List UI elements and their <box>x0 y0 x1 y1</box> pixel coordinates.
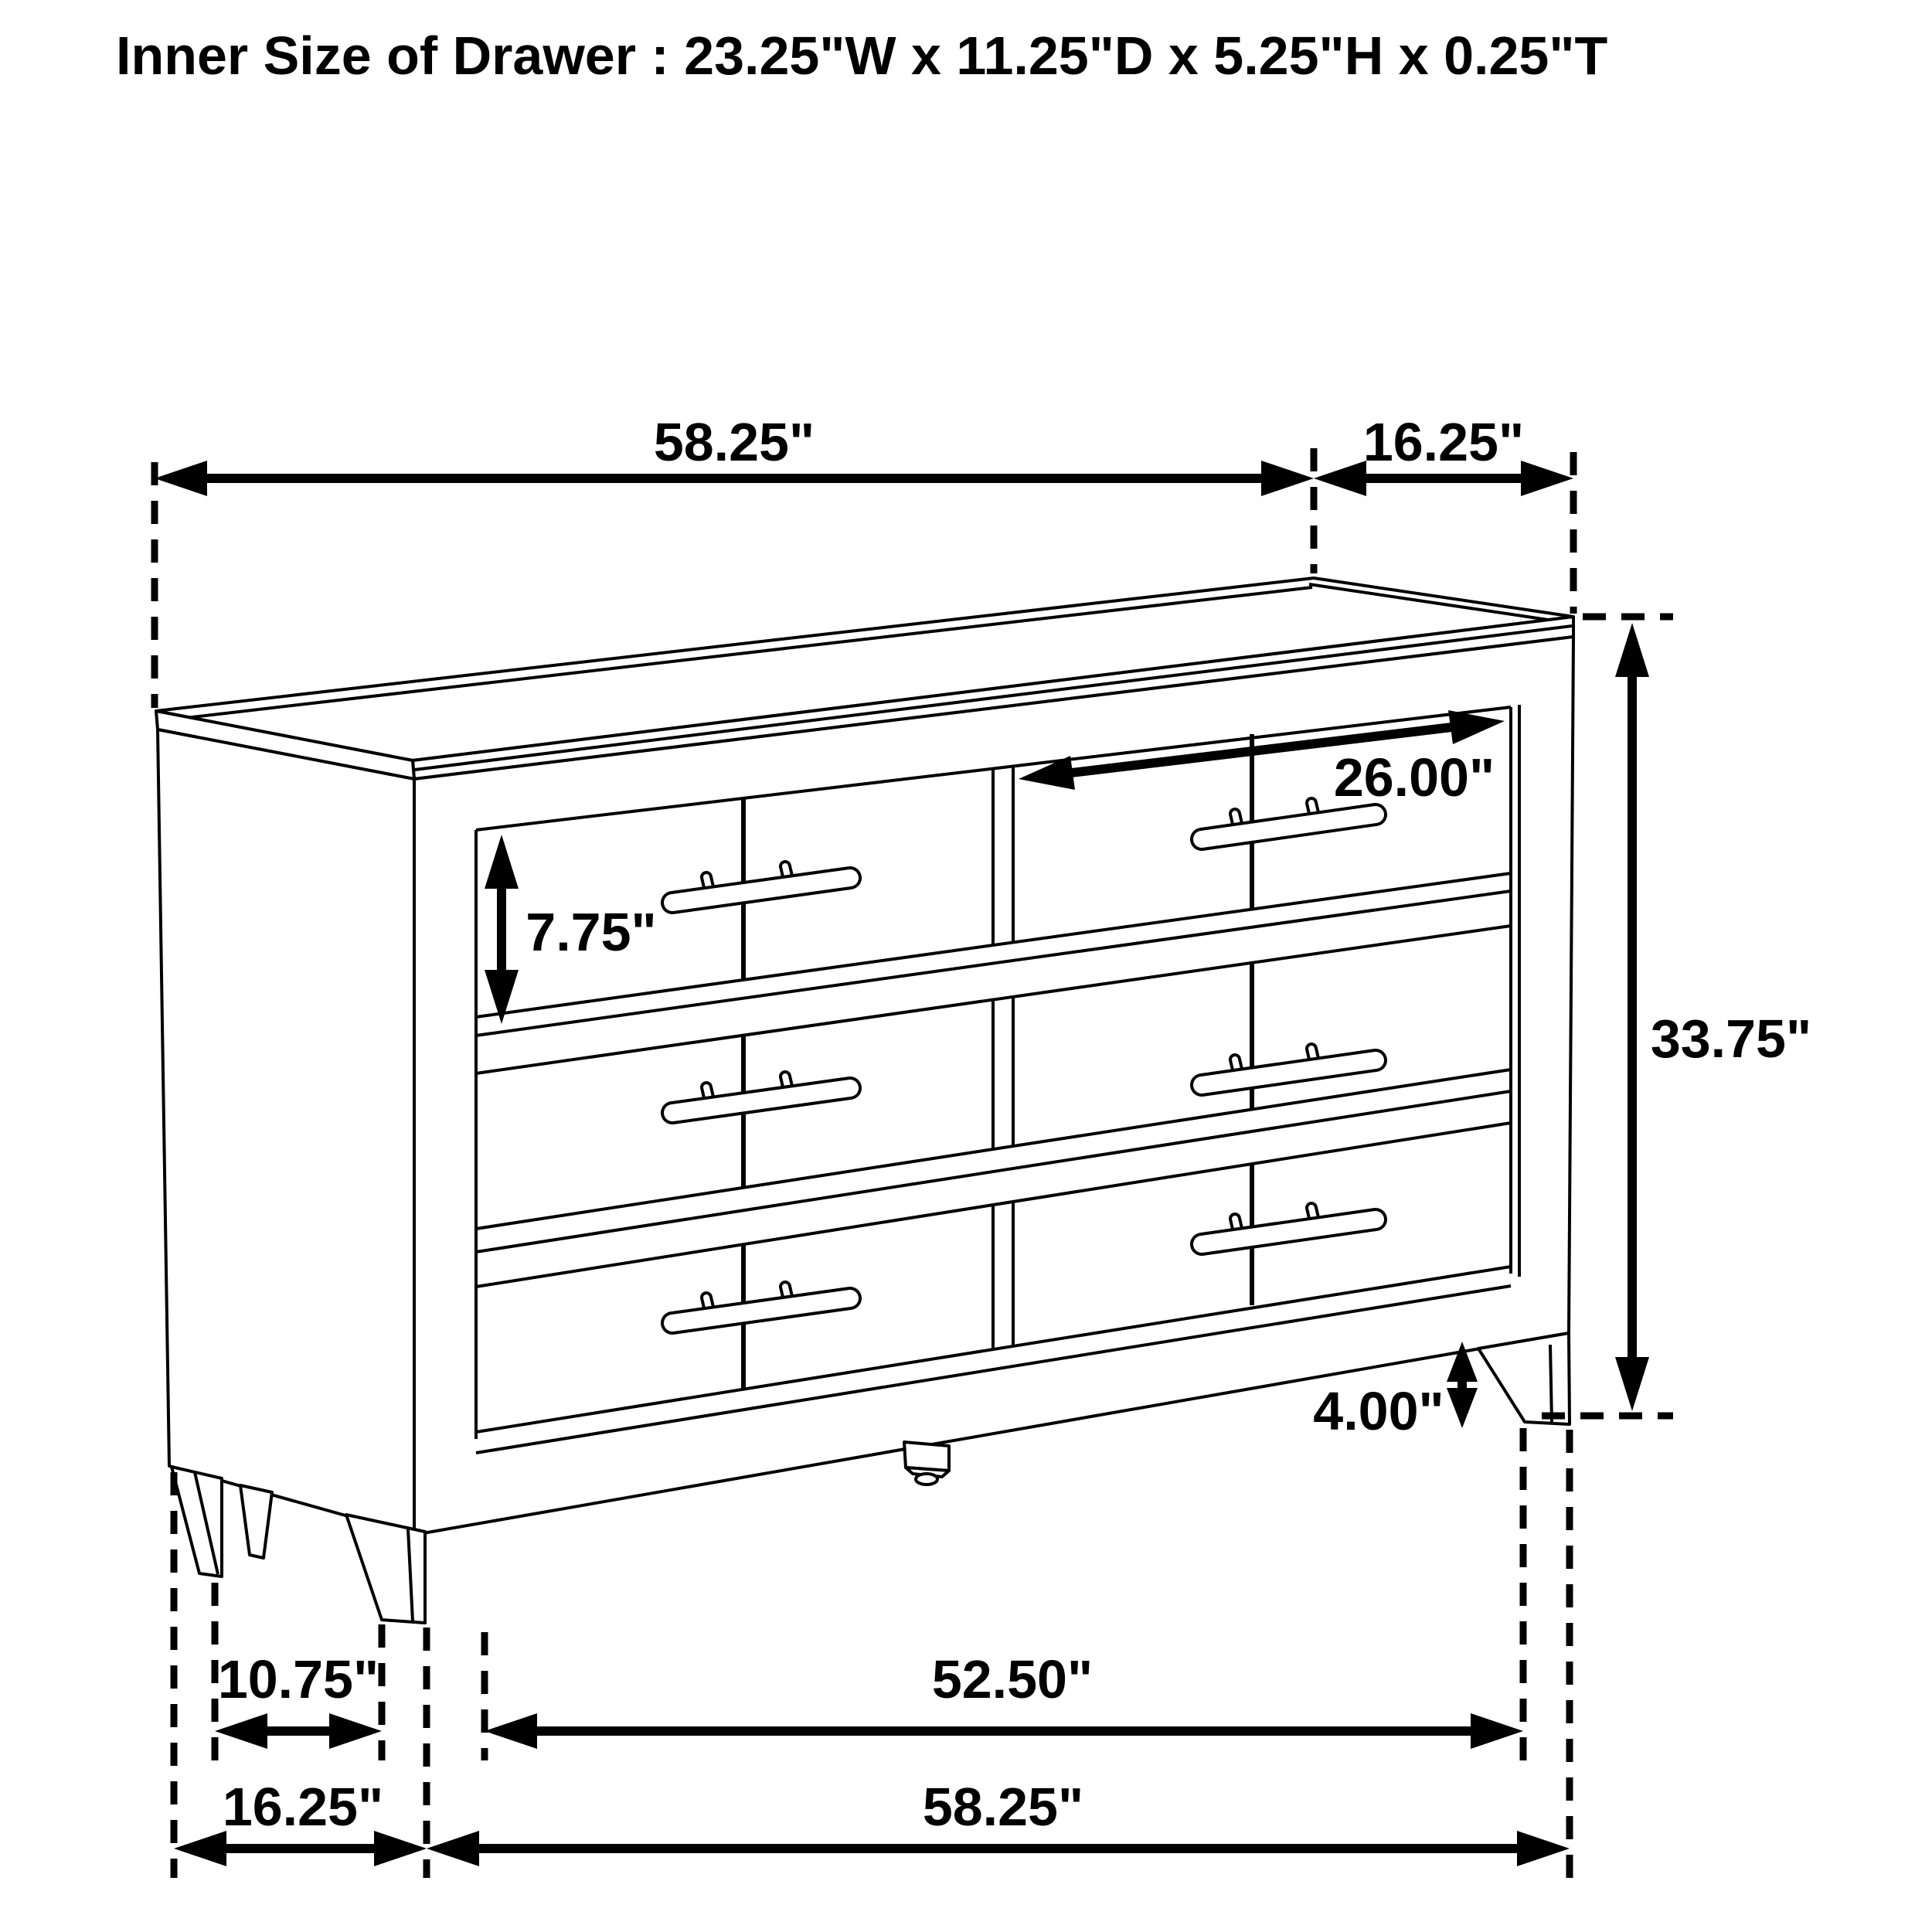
dimension-overall-height <box>1542 617 1811 1416</box>
arrowhead-left <box>1314 461 1366 496</box>
arrowhead-up <box>1615 623 1649 677</box>
diagram-title: Inner Size of Drawer : 23.25"W x 11.25"D x 5.25"H x 0.25"T <box>116 26 1608 86</box>
arrowhead-left <box>485 1713 537 1749</box>
dimension-leg-gap <box>215 1649 382 1749</box>
dim-drawer-width-label: 26.00" <box>1333 747 1495 808</box>
dim-top-width-label: 58.25" <box>653 412 815 472</box>
center-foot-glide <box>916 1474 937 1485</box>
dim-top-depth-label: 16.25" <box>1362 412 1525 472</box>
front-right-leg <box>1478 1333 1570 1424</box>
dim-bottom-depth-label: 16.25" <box>222 1777 384 1837</box>
dimension-bottom-depth <box>174 1777 427 1866</box>
arrowhead-right <box>1261 461 1314 496</box>
arrowhead-left <box>155 461 207 496</box>
dim-overall-height-label: 33.75" <box>1650 1009 1812 1069</box>
dim-front-leg-span-label: 52.50" <box>931 1649 1094 1709</box>
back-inner-leg <box>240 1485 272 1558</box>
dimension-bottom-width <box>427 1777 1570 1866</box>
dim-leg-height-label: 4.00" <box>1313 1381 1444 1441</box>
arrowhead-right <box>1521 461 1573 496</box>
arrowhead-left <box>174 1831 226 1866</box>
left-side-panel <box>158 730 414 1535</box>
arrowhead-left <box>427 1831 479 1866</box>
front-right-leg-edge-line <box>1550 1345 1552 1423</box>
dim-leg-gap-label: 10.75" <box>217 1649 379 1709</box>
arrowhead-down <box>1447 1388 1478 1428</box>
arrowhead-right <box>1471 1713 1523 1749</box>
dimension-front-leg-span <box>485 1649 1523 1749</box>
dim-bottom-width-label: 58.25" <box>922 1777 1084 1837</box>
center-foot <box>904 1442 949 1471</box>
dim-drawer-height-label: 7.75" <box>526 902 657 962</box>
arrowhead-down <box>1615 1357 1649 1411</box>
arrowhead-right <box>1517 1831 1570 1866</box>
arrowhead-left <box>215 1713 267 1749</box>
arrowhead-right <box>329 1713 382 1749</box>
